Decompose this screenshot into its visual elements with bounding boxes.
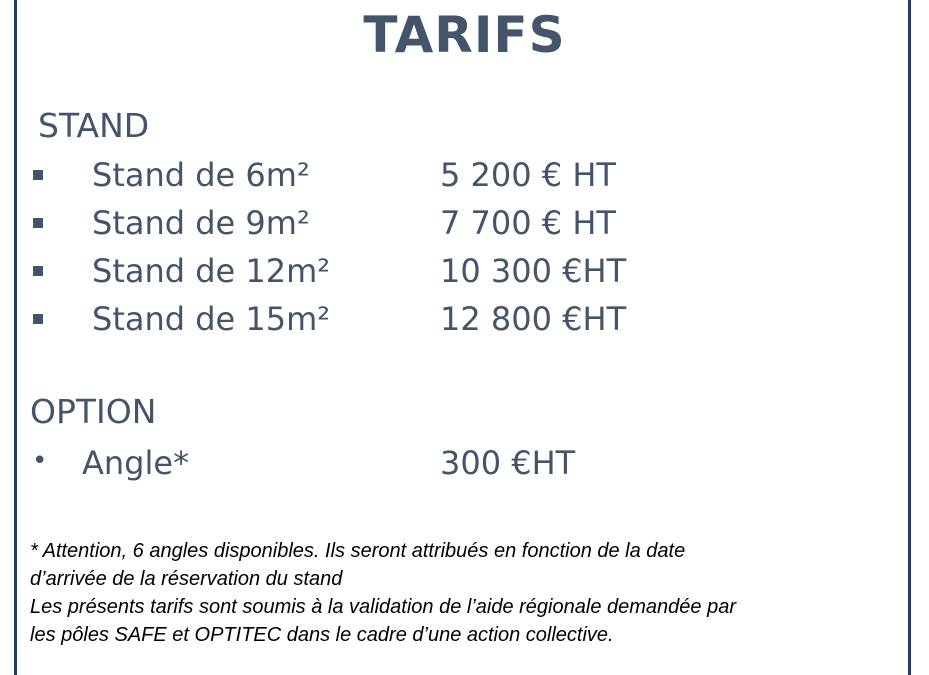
- option-label: Angle*: [82, 444, 190, 482]
- stand-label: Stand de 6m²: [92, 156, 310, 194]
- square-bullet-icon: [33, 314, 43, 324]
- stand-label: Stand de 15m²: [92, 300, 331, 338]
- footnote: [30, 537, 900, 649]
- footnote-line: * Attention, 6 angles disponibles. Ils seront attribués en fonction de la date: [30, 540, 686, 562]
- stand-label: Stand de 9m²: [92, 204, 310, 242]
- footnote-line: Les présents tarifs sont soumis à la validation de l’aide régionale demandée par: [30, 596, 736, 618]
- square-bullet-icon: [33, 218, 43, 228]
- stand-heading: STAND: [38, 106, 150, 145]
- square-bullet-icon: [33, 266, 43, 276]
- stand-price: 10 300 €HT: [440, 252, 627, 290]
- square-bullet-icon: [33, 170, 43, 180]
- option-heading: OPTION: [30, 392, 157, 431]
- stand-price: 5 200 € HT: [440, 156, 616, 194]
- stand-label: Stand de 12m²: [92, 252, 331, 290]
- page-title: TARIFS: [363, 6, 566, 64]
- stand-price: 7 700 € HT: [440, 204, 616, 242]
- footnote-line: d’arrivée de la réservation du stand: [30, 568, 343, 590]
- stand-price: 12 800 €HT: [440, 300, 627, 338]
- round-bullet-icon: •: [32, 446, 48, 476]
- footnote-line: les pôles SAFE et OPTITEC dans le cadre d’une action collective.: [30, 624, 614, 646]
- option-price: 300 €HT: [440, 444, 576, 482]
